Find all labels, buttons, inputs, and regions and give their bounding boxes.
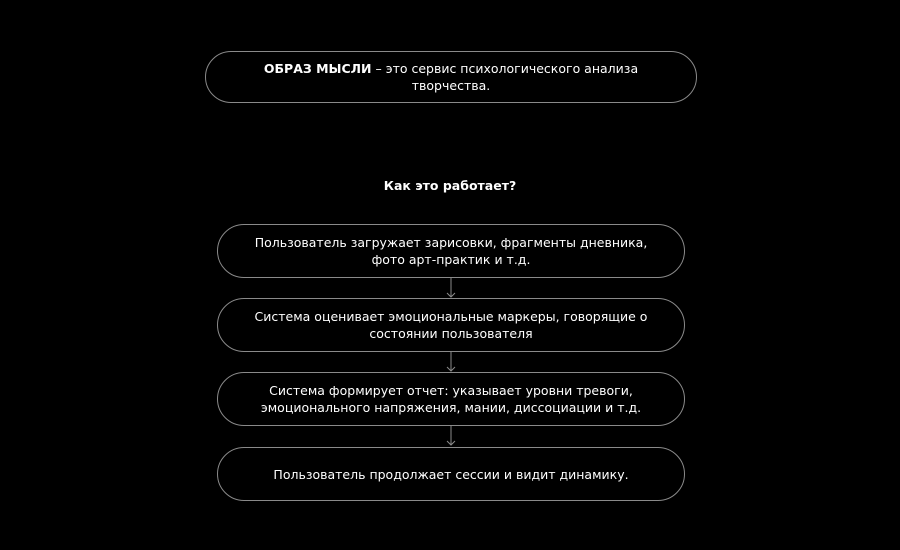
step-3-box — [217, 372, 685, 426]
brand-name: ОБРАЗ МЫСЛИ — [263, 61, 372, 76]
step-3-text: Система формирует отчет: указывает уровни тревоги, эмоционального напряжения, мании, диссоциации и т.д. — [260, 383, 642, 415]
intro-text — [228, 60, 674, 94]
arrow-down-icon — [445, 278, 457, 298]
intro-description: – это сервис психологического анализа творчества. — [371, 61, 639, 93]
section-title: Как это работает? — [383, 178, 517, 193]
intro-box — [205, 51, 697, 103]
step-2-box — [217, 298, 685, 352]
step-4-text: Пользователь продолжает сессии и видит динамику. — [273, 466, 629, 482]
arrow-down-icon — [445, 352, 457, 372]
arrow-down-icon — [445, 426, 457, 446]
step-2-text: Система оценивает эмоциональные маркеры, говорящие о состоянии пользователя — [254, 309, 648, 341]
step-1-text: Пользователь загружает зарисовки, фрагменты дневника, фото арт-практик и т.д. — [254, 235, 648, 267]
step-4-box — [217, 447, 685, 501]
step-1-box — [217, 224, 685, 278]
